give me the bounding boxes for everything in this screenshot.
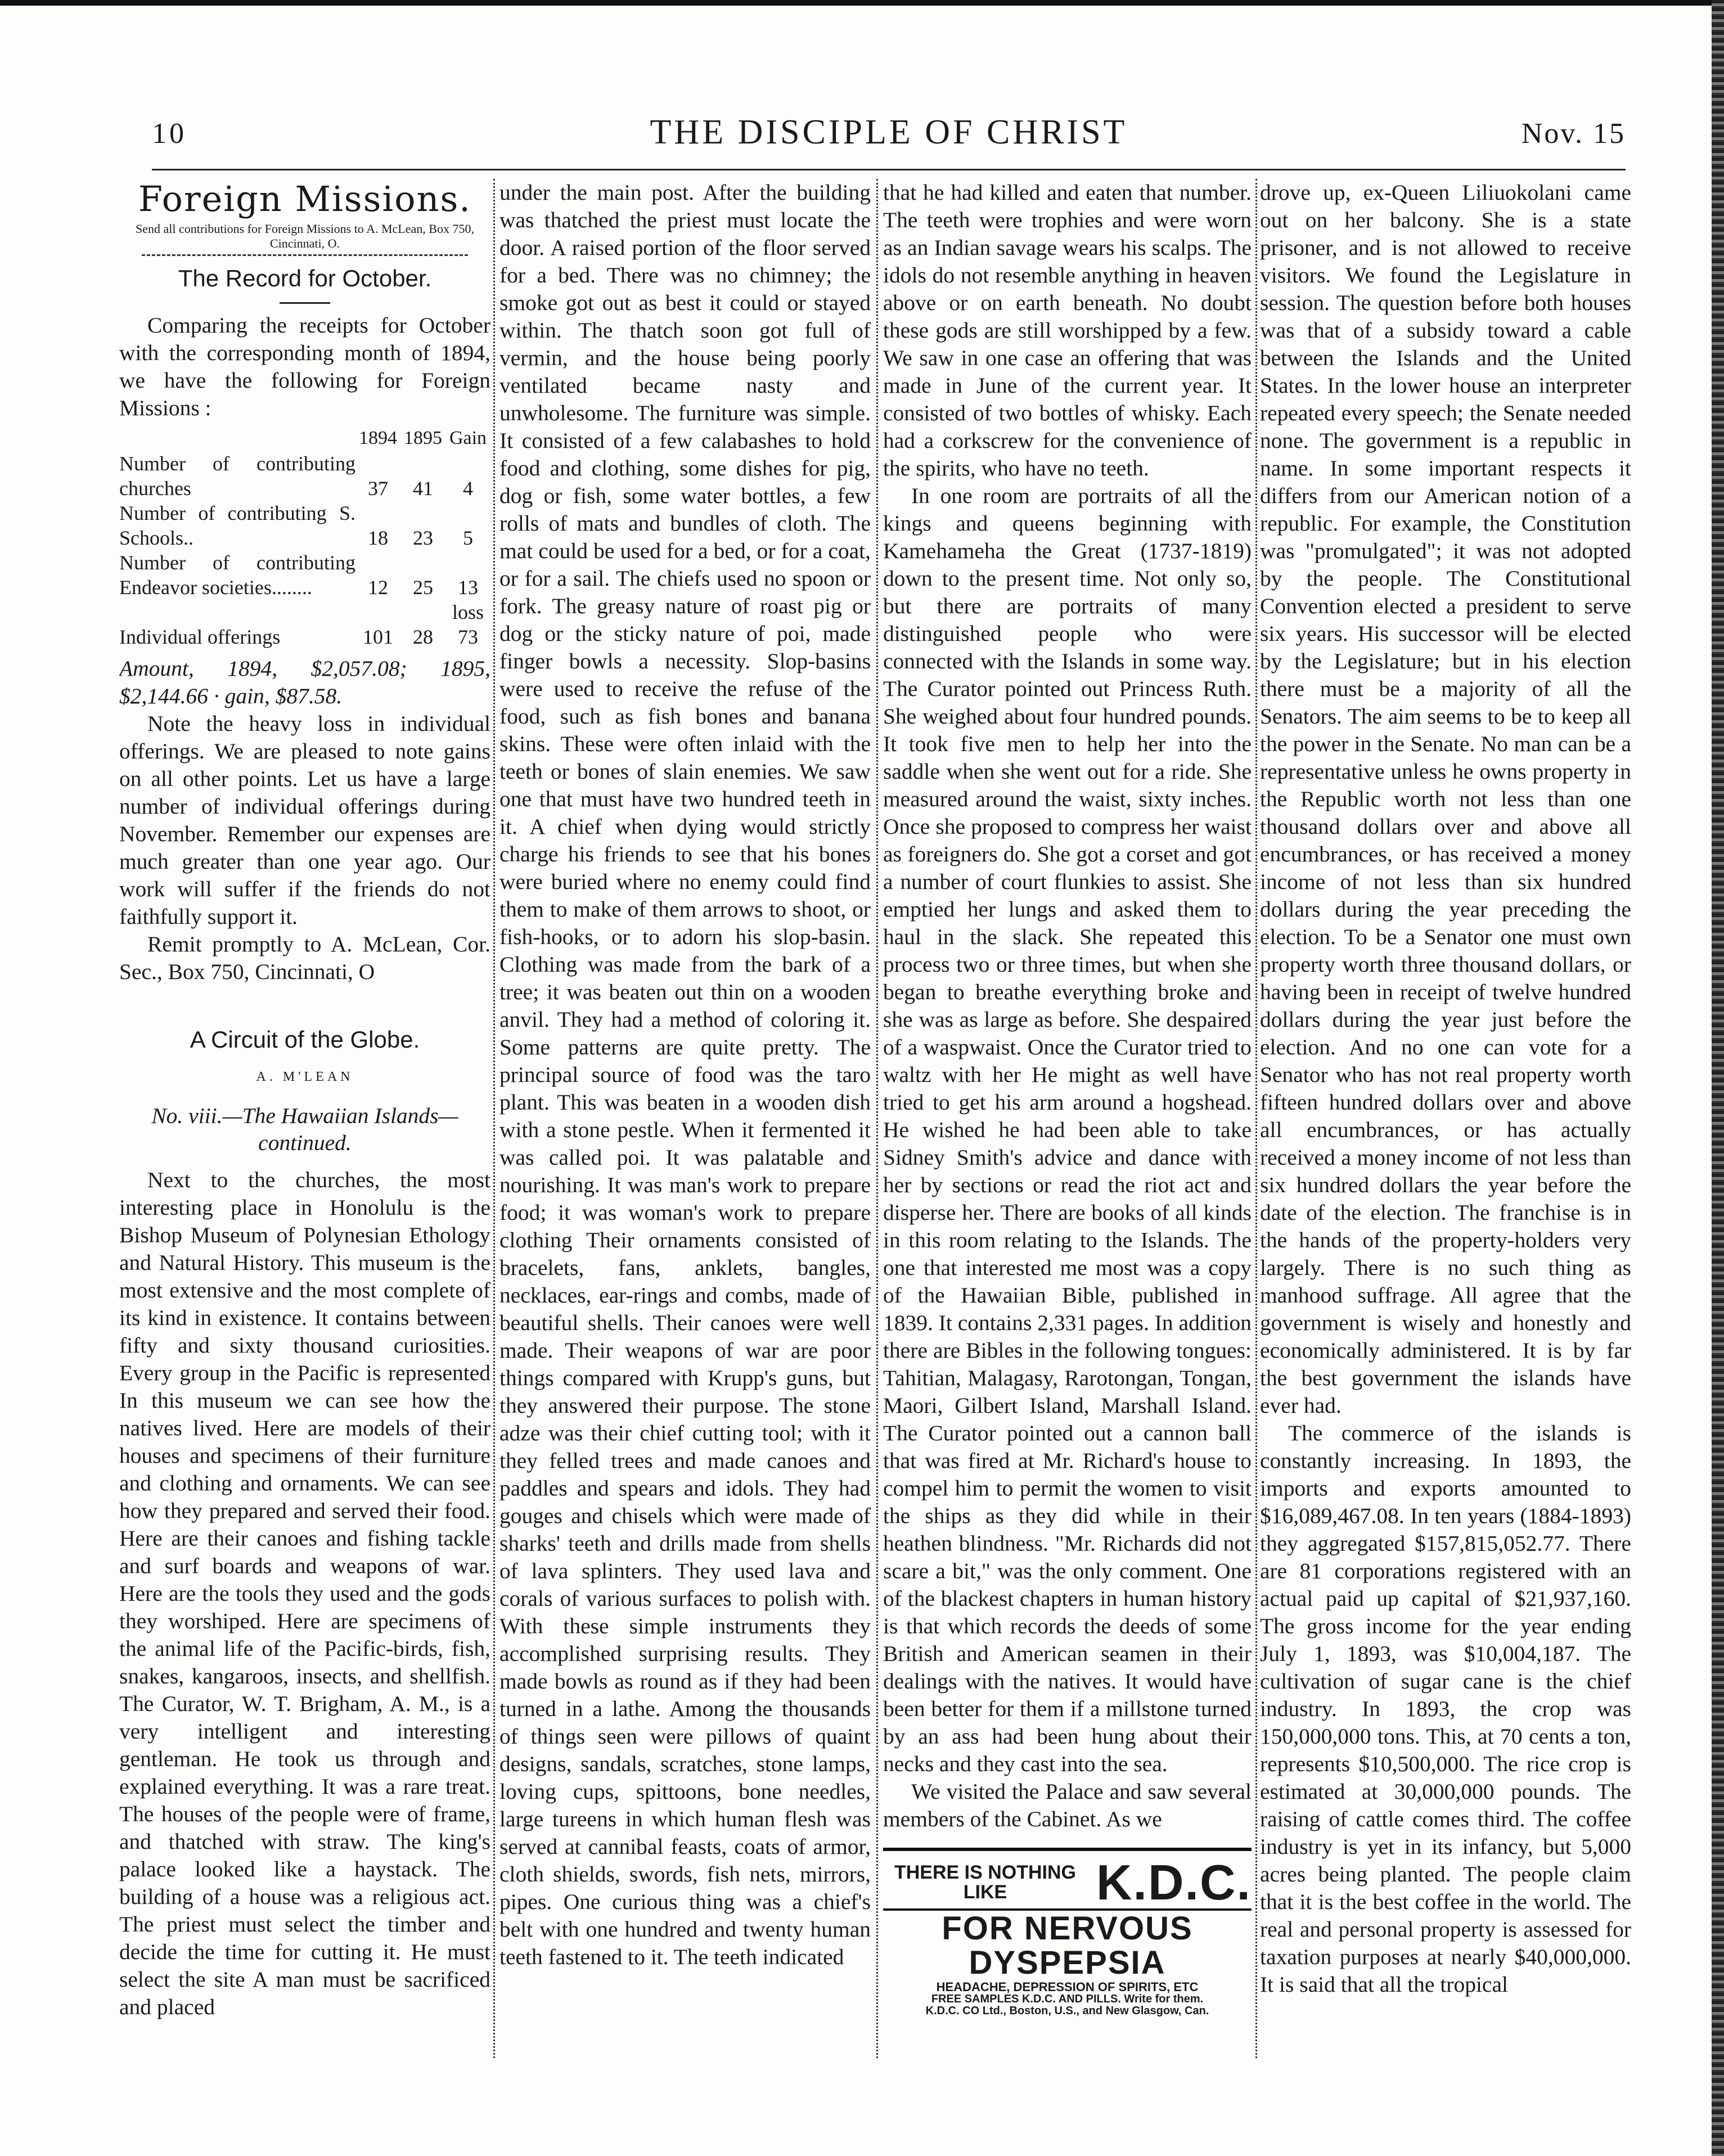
ad-line-4: FREE SAMPLES K.D.C. AND PILLS. Write for them. <box>931 1993 1204 2006</box>
cell-1894: 37 <box>368 477 388 500</box>
issue-date: Nov. 15 <box>1521 118 1626 150</box>
record-intro: Comparing the receipts for October with the corresponding month of 1894, we have the following for Foreign Missions : <box>119 313 490 420</box>
row-label: Number of contributing Endeavor societies........ <box>119 551 355 599</box>
publication-title: THE DISCIPLE OF CHRIST <box>650 113 1128 151</box>
article-paragraph: Next to the churches, the most interesting place in Honolulu is the Bishop Museum of Polynesian Ethology and Natural History. This museum is the most extensive and the most complete of its kind in existence. It contains between fifty and sixty thousand curiosities. Every group in the Pacific is represented In this museum we can see how the natives lived. Here are models of their houses and specimens of their furniture and clothing and ornaments. We can see how they prepared and served their food. Here are their canoes and fishing tackle and surf boards and weapons of war. Here are the tools they used and the gods they worshiped. Here are specimens of the animal life of the Pacific-birds, fish, snakes, kangaroos, insects, and shellfish. The Curator, W. T. Brigham, A. M., is a very intelligent and interesting gentleman. He took us through and explained everything. It was a rare treat. The houses of the people were of frame, and thatched with straw. The king's palace looked like a haystack. The building of a house was a religious act. The priest must select the timber and decide the time for cutting it. He must select the site A man must be sacrificed and placed <box>119 1167 490 2019</box>
article-paragraph: under the main post. After the building was thatched the priest must locate the door. A raised portion of the floor served for a bed. There was no chimney; the smoke got out as best it could or stayed within. The thatch soon got full of vermin, and the house being poorly ventilated became nasty and unwholesome. The furniture was simple. It consisted of a few calabashes to hold food and clothing, some dishes for pig, dog or fish, some water bottles, a few rolls of mats and bundles of cloth. The mat could be used for a bed, or for a coat, or for a sail. The chiefs used no spoon or fork. The greasy nature of roast pig or dog or the sticky nature of poi, made finger bowls a necessity. Slop-basins were used to receive the refuse of the food, such as fish bones and banana skins. These were often inlaid with the teeth or bones of slain enemies. We saw one that must have two hundred teeth in it. A chief when dying would strictly charge his friends to see that his bones were buried where no enemy could find them to make of them arrows to shoot, or fish-hooks, or to adorn his slop-basin. Clothing was made from the bark of a tree; it was beaten out thin on a wooden anvil. They had a method of coloring it. Some patterns are quite pretty. The principal source of food was the taro plant. This was beaten in a wooden dish with a stone pestle. When it fermented it was called poi. It was palatable and nourishing. It was man's work to prepare food; it was woman's work to prepare clothing Their ornaments consisted of bracelets, fans, anklets, bangles, necklaces, ear-rings and combs, made of beautiful shells. Their canoes were well made. Their weapons of war are poor things compared with Krupp's guns, but they answered their purpose. The stone adze was their chief cutting tool; with it they felled trees and made canoes and paddles and spears and idols. They had gouges and chisels which were made of sharks' teeth and drills made from shells of lava splinters. They used lava and corals of various surfaces to polish with. With these simple instruments they accomplished surprising results. They made bowls as round as if they had been turned in a lathe. Among the thousands of things seen were pillows of quaint designs, sandals, scratches, stone lamps, loving cups, spittoons, bone needles, large tureens in which human flesh was served at cannibal feasts, coats of armor, cloth shields, swords, fish nets, mirrors, pipes. One curious thing was a chief's belt with one hundred and twenty human teeth fastened to it. The teeth indicated <box>499 180 871 1969</box>
column-divider <box>1255 179 1257 2058</box>
cell-1895: 28 <box>413 626 433 648</box>
column-1 <box>119 179 490 2058</box>
department-title: Foreign Missions. <box>138 179 471 219</box>
cell-1894: 12 <box>368 576 388 599</box>
cell-1895: 25 <box>413 576 433 599</box>
article-paragraph: In one room are portraits of all the kings and queens beginning with Kamehameha the Great (1737-1819) down to the present time. Not only so, but there are portraits of many distinguished people who were connected with the Islands in some way. The Curator pointed out Princess Ruth. She weighed about four hundred pounds. It took five men to help her into the saddle when she went out for a ride. She measured around the waist, sixty inches. Once she proposed to compress her waist as foreigners do. She got a corset and got a number of court flunkies to assist. She emptied her lungs and asked them to haul in the slack. She repeated this process two or three times, but when she began to breathe everything broke and she was as large as before. She despaired of a waspwaist. Once the Curator tried to waltz with her He might as well have tried to get his arm around a hogshead. He wished he had been able to take Sidney Smith's advice and dance with her by sections or read the riot act and disperse her. There are books of all kinds in this room relating to the Islands. The one that interested me most was a copy of the Hawaiian Bible, published in 1839. It contains 2,331 pages. In addition there are Bibles in the following tongues: Tahitian, Malagasy, Rarotongan, Tongan, Maori, Gilbert Island, Marshall Island. The Curator pointed out a cannon ball that was fired at Mr. Richard's house to compel him to permit the women to visit the ships as they did while in their heathen blindness. "Mr. Richards did not scare a bit," was the only comment. One of the blackest chapters in human history is that which records the deeds of some British and American seamen in their dealings with the natives. It would have been better for them if a millstone turned by an ass had been hung about their necks and they cast into the sea. <box>883 483 1252 1776</box>
remit-paragraph: Remit promptly to A. McLean, Cor. Sec., Box 750, Cincinnati, O <box>119 932 490 984</box>
remittance-notice: Send all contributions for Foreign Missions to A. McLean, Box 750, Cincinnati, O. <box>136 222 474 250</box>
row-label: Individual offerings <box>119 626 281 648</box>
article-byline: A. M'LEAN <box>256 1070 354 1084</box>
column-header: 1895 <box>404 428 442 448</box>
table-row <box>119 600 490 649</box>
article-paragraph: that he had killed and eaten that number. The teeth were trophies and were worn as an Indian savage wears his scalps. The idols do not resemble anything in heaven above or on earth beneath. No doubt these gods are still worshipped by a few. We saw in one case an offering that was made in June of the current year. It consisted of two bottles of whisky. Each had a corkscrew for the convenience of the spirits, who have no teeth. <box>883 180 1252 480</box>
column-4 <box>1260 179 1631 2058</box>
cell-gain: 13 <box>458 576 478 599</box>
ad-line-3: HEADACHE, DEPRESSION OF SPIRITS, ETC <box>936 1980 1199 1995</box>
cell-1895: 41 <box>413 477 433 500</box>
divider <box>142 254 468 256</box>
ad-line-2: FOR NERVOUS DYSPEPSIA <box>883 1908 1252 1980</box>
ad-line-5: K.D.C. CO Ltd., Boston, U.S., and New Glasgow, Can. <box>925 2005 1209 2018</box>
cell-1894: 18 <box>368 527 388 549</box>
cell-1894: 101 <box>363 626 393 648</box>
ad-brand: K.D.C. <box>1096 1854 1252 1910</box>
article-subhead: No. viii.—The Hawaiian Islands—continued. <box>151 1103 458 1155</box>
column-3 <box>883 179 1252 2058</box>
table-row <box>119 501 490 550</box>
table-row <box>119 451 490 501</box>
article-paragraph: The commerce of the islands is constantly increasing. In 1893, the imports and exports amounted to $16,089,467.08. In ten years (1884-1893) they aggregated $157,815,052.77. There are 81 corporations registered with an actual paid up capital of $21,937,160. The gross income for the year ending July 1, 1893, was $10,004,187. The cultivation of sugar cane is the chief industry. In 1893, the crop was 150,000,000 tons. This, at 70 cents a ton, represents $10,500,000. The rice crop is estimated at 30,000,000 pounds. The raising of cattle comes third. The coffee industry is yet in its infancy, but 5,000 acres being planted. The people claim that it is the best coffee in the world. The real and personal property is assessed for taxation purposes at nearly $40,000,000. It is said that all the tropical <box>1260 1421 1631 1997</box>
page-number: 10 <box>152 118 187 150</box>
column-divider <box>876 179 878 2058</box>
row-label: Number of contributing churches <box>119 452 355 500</box>
column-header: Gain <box>449 428 487 448</box>
record-heading: The Record for October. <box>178 265 432 291</box>
column-divider <box>493 179 495 2058</box>
column-2 <box>499 179 871 2058</box>
article-paragraph: drove up, ex-Queen Liliuokolani came out on her balcony. She is a state prisoner, and is not allowed to receive visitors. We found the Legislature in session. The question before both houses was that of a subsidy toward a cable between the Islands and the United States. In the lower house an interpreter repeated every speech; the Senate needed none. The government is a republic in name. In some important respects it differs from our American notion of a republic. For example, the Constitution was "promulgated"; it was not adopted by the people. The Constitutional Convention elected a president to serve six years. His successor will be elected by the Legislature; but in his election there must be a majority of all the Senators. The aim seems to be to keep all the power in the Senate. No man can be a representative unless he owns property in the Republic worth not less than one thousand dollars over and above all encumbrances, or has received a money income of not less than six hundred dollars during the year preceding the election. To be a Senator one must own property worth three thousand dollars, or having been in receipt of twelve hundred dollars during the year just before the election. And no one can vote for a Senator who has not real property worth fifteen hundred dollars over and above all encumbrances, or has actually received a money income of not less than six hundred dollars the year before the date of the election. The franchise is in the hands of the property-holders very largely. There is no such thing as manhood suffrage. All agree that the government is wisely and honestly and economically administered. It is by far the best government the islands have ever had. <box>1260 180 1631 1418</box>
top-border <box>0 0 1724 6</box>
cell-gain: 5 <box>463 527 473 549</box>
article-heading: A Circuit of the Globe. <box>190 1026 420 1053</box>
scan-edge <box>1712 0 1724 2156</box>
kdc-advertisement <box>883 1848 1252 2017</box>
table-header-row <box>119 425 490 451</box>
cell-gain: 4 <box>463 477 473 500</box>
record-paragraph: Note the heavy loss in individual offerings. We are pleased to note gains on all other points. Let us have a large number of individual offerings during November. Remember our expenses are much greater than one year ago. Our work will suffer if the friends do not faithfully support it. <box>119 711 490 929</box>
column-header: 1894 <box>359 428 397 448</box>
ad-headline <box>883 1854 1252 1910</box>
page-header <box>152 113 1626 158</box>
divider <box>280 302 330 304</box>
row-label: Number of contributing S. Schools.. <box>119 502 355 549</box>
article-paragraph: We visited the Palace and saw several members of the Cabinet. As we <box>883 1779 1252 1831</box>
cell-1895: 23 <box>413 527 433 549</box>
amount-line: Amount, 1894, $2,057.08; 1895, $2,144.66 · gain, $87.58. <box>119 656 490 708</box>
ad-line-1: THERE IS NOTHING LIKE <box>894 1861 1077 1903</box>
header-rule <box>152 169 1626 170</box>
cell-gain: loss 73 <box>452 601 484 648</box>
table-row <box>119 550 490 600</box>
receipts-table <box>119 425 490 649</box>
